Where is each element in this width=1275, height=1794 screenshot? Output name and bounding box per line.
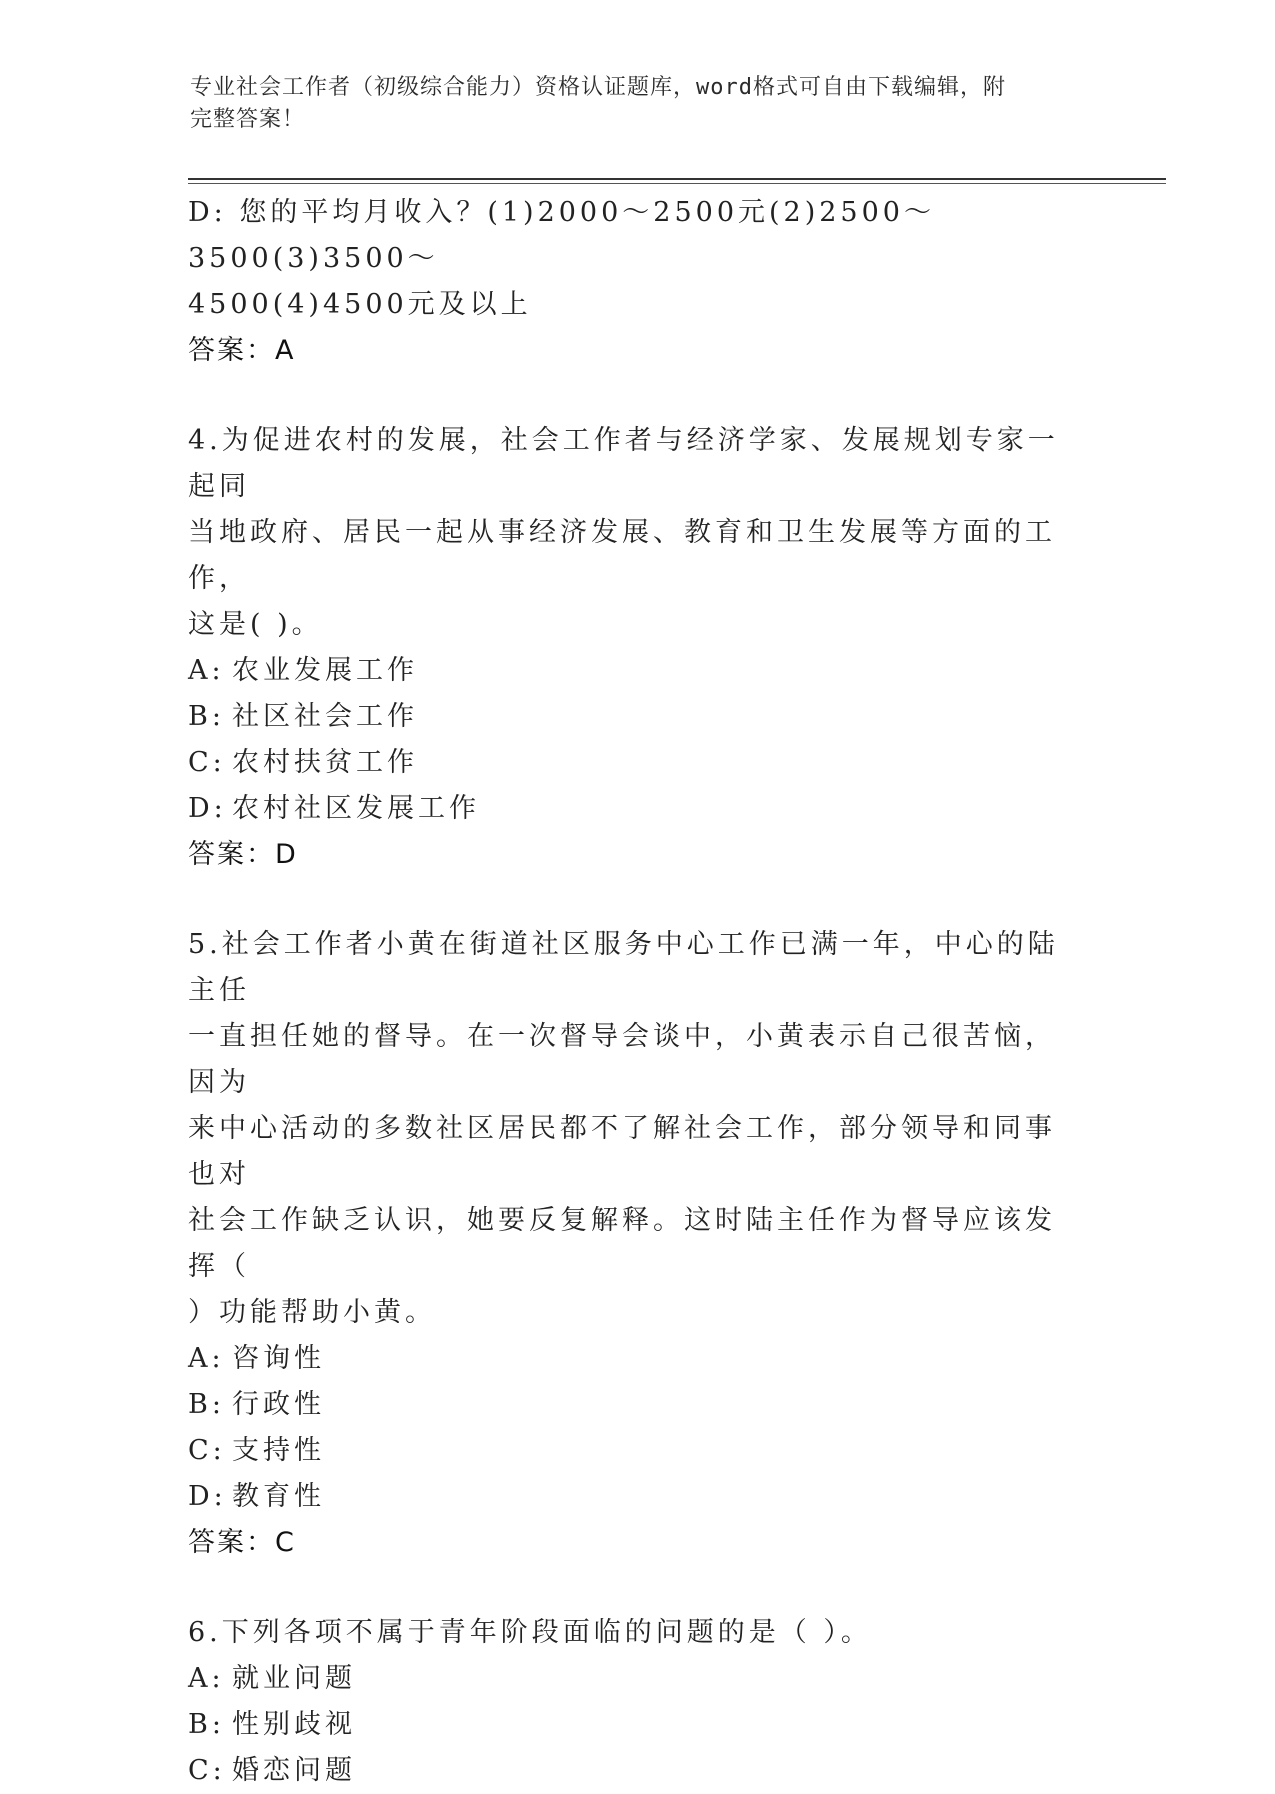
option-d xyxy=(188,1474,1078,1520)
option-label: D: xyxy=(188,1481,227,1512)
page-header xyxy=(190,72,1070,136)
question-stem-line: ）功能帮助小黄。 xyxy=(188,1297,436,1328)
option-text: 社区社会工作 xyxy=(232,701,418,732)
header-line-1: 专业社会工作者（初级综合能力）资格认证题库，word格式可自由下载编辑，附 xyxy=(190,75,1006,100)
option-label: A: xyxy=(188,1663,225,1694)
option-text: 咨询性 xyxy=(232,1343,325,1374)
header-divider-thin xyxy=(188,183,1166,184)
header-line-2: 完整答案！ xyxy=(190,107,306,132)
option-b xyxy=(188,1382,1078,1428)
option-c xyxy=(188,1748,1078,1794)
question-4 xyxy=(188,418,1078,878)
question-stem-line: 一直担任她的督导。在一次督导会谈中，小黄表示自己很苦恼，因为 xyxy=(188,1021,1056,1098)
option-c xyxy=(188,1428,1078,1474)
option-label: D: xyxy=(188,793,227,824)
option-label: C: xyxy=(188,747,226,778)
option-a xyxy=(188,648,1078,694)
document-body xyxy=(188,190,1078,1794)
question-stem-line: 4.为促进农村的发展，社会工作者与经济学家、发展规划专家一起同 xyxy=(188,425,1059,502)
question-3-tail xyxy=(188,190,1078,374)
question-stem-line: 这是( )。 xyxy=(188,609,323,640)
option-d xyxy=(188,786,1078,832)
option-text: 婚恋问题 xyxy=(232,1755,356,1786)
option-label: A: xyxy=(188,1343,225,1374)
option-label: B: xyxy=(188,701,225,732)
answer-line: 答案：C xyxy=(188,1527,296,1558)
answer-line: 答案：A xyxy=(188,335,296,366)
option-label: C: xyxy=(188,1755,226,1786)
option-text: 行政性 xyxy=(232,1389,325,1420)
option-a xyxy=(188,1336,1078,1382)
option-text: 性别歧视 xyxy=(232,1709,356,1740)
option-label: C: xyxy=(188,1435,226,1466)
option-text: 教育性 xyxy=(232,1481,325,1512)
answer-line: 答案：D xyxy=(188,839,298,870)
option-c xyxy=(188,740,1078,786)
option-d-line-1: D: 您的平均月收入？(1)2000～2500元(2)2500～3500(3)3500～ xyxy=(188,197,935,274)
option-a xyxy=(188,1656,1078,1702)
question-5 xyxy=(188,922,1078,1566)
question-stem-line: 6.下列各项不属于青年阶段面临的问题的是（ ）。 xyxy=(188,1617,872,1648)
question-stem-line: 5.社会工作者小黄在街道社区服务中心工作已满一年，中心的陆主任 xyxy=(188,929,1059,1006)
option-label: B: xyxy=(188,1389,225,1420)
option-text: 农业发展工作 xyxy=(232,655,418,686)
question-stem-line: 当地政府、居民一起从事经济发展、教育和卫生发展等方面的工作， xyxy=(188,517,1056,594)
option-text: 就业问题 xyxy=(232,1663,356,1694)
option-b xyxy=(188,1702,1078,1748)
option-b xyxy=(188,694,1078,740)
option-text: 支持性 xyxy=(232,1435,325,1466)
question-stem-line: 社会工作缺乏认识，她要反复解释。这时陆主任作为督导应该发挥（ xyxy=(188,1205,1056,1282)
header-divider-thick xyxy=(188,178,1166,180)
option-d-line-2: 4500(4)4500元及以上 xyxy=(188,289,532,320)
option-text: 农村社区发展工作 xyxy=(232,793,480,824)
question-6 xyxy=(188,1610,1078,1794)
option-label: B: xyxy=(188,1709,225,1740)
question-stem-line: 来中心活动的多数社区居民都不了解社会工作，部分领导和同事也对 xyxy=(188,1113,1056,1190)
option-label: A: xyxy=(188,655,225,686)
option-text: 农村扶贫工作 xyxy=(232,747,418,778)
